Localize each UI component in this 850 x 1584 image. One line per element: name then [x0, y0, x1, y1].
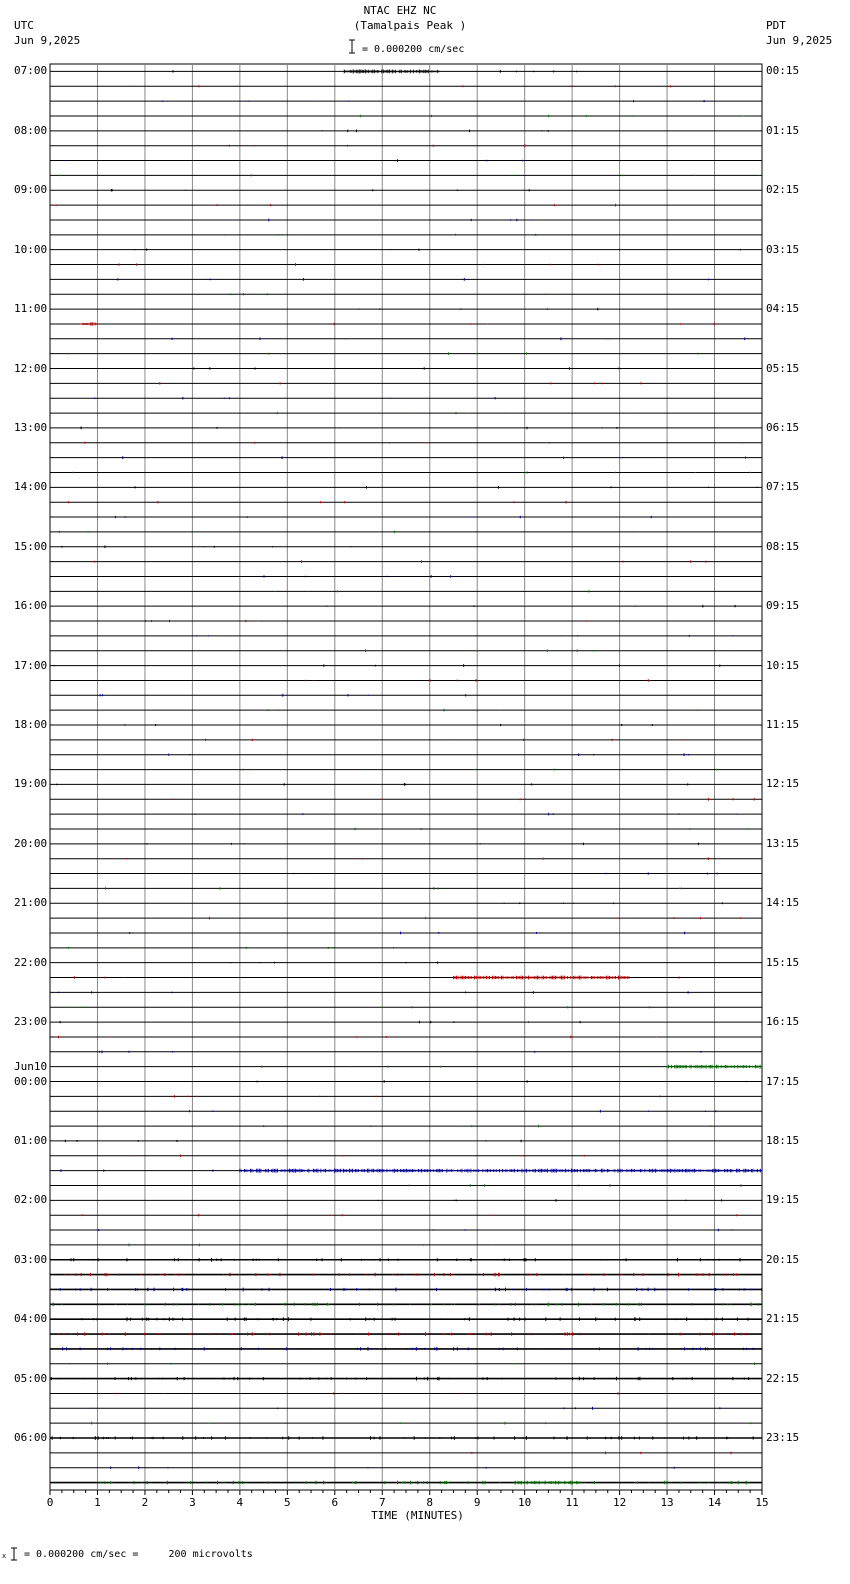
- x-tick-label: 8: [426, 1496, 434, 1509]
- x-axis: [47, 1490, 769, 1509]
- left-hour-label: 15:00: [14, 539, 48, 553]
- x-tick-label: 4: [236, 1496, 244, 1509]
- left-hour-label: 10:00: [14, 242, 48, 256]
- left-hour-label: 05:00: [14, 1371, 48, 1385]
- left-hour-label: 07:00: [14, 64, 48, 78]
- left-date: Jun 9,2025: [14, 34, 81, 47]
- left-hour-label: 01:00: [14, 1133, 48, 1147]
- right-hour-label: 19:15: [766, 1193, 800, 1207]
- left-hour-label: 09:00: [14, 183, 48, 197]
- date-change-label: Jun10: [14, 1060, 48, 1073]
- x-axis-title: TIME (MINUTES): [371, 1509, 464, 1522]
- x-tick-label: 15: [755, 1496, 769, 1509]
- left-hour-label: 02:00: [14, 1193, 48, 1207]
- left-hour-label: 17:00: [14, 658, 48, 672]
- left-hour-label: 06:00: [14, 1431, 48, 1444]
- station-title: NTAC EHZ NC: [363, 4, 437, 17]
- x-tick-label: 1: [94, 1496, 101, 1509]
- x-tick-label: 5: [284, 1496, 291, 1509]
- right-hour-label: 08:15: [766, 539, 800, 553]
- scale-label: = 0.000200 cm/sec: [362, 44, 465, 55]
- trace-lines: [50, 69, 762, 1484]
- x-tick-label: 3: [189, 1496, 196, 1509]
- left-hour-label: 03:00: [14, 1252, 48, 1266]
- left-hour-label: 19:00: [14, 777, 48, 791]
- x-tick-label: 0: [46, 1496, 54, 1509]
- x-tick-label: 2: [141, 1496, 149, 1509]
- x-tick-label: 9: [473, 1496, 481, 1509]
- right-hour-label: 21:15: [766, 1312, 800, 1326]
- right-hour-label: 17:15: [766, 1074, 800, 1088]
- right-hour-label: 12:15: [766, 777, 800, 791]
- left-hour-label: 12:00: [14, 361, 48, 375]
- left-hour-label: 11:00: [14, 302, 48, 316]
- x-tick-label: 11: [565, 1496, 579, 1509]
- right-timezone: PDT: [766, 19, 786, 32]
- right-hour-label: 07:15: [766, 480, 800, 494]
- left-hour-label: 23:00: [14, 1015, 48, 1029]
- right-hour-label: 04:15: [766, 302, 800, 316]
- left-hour-label: 08:00: [14, 123, 48, 137]
- left-hour-label: 21:00: [14, 896, 48, 910]
- x-tick-label: 13: [660, 1496, 674, 1509]
- right-hour-label: 15:15: [766, 955, 800, 969]
- left-hour-label: 04:00: [14, 1312, 48, 1326]
- x-tick-label: 10: [518, 1496, 532, 1509]
- right-hour-label: 22:15: [766, 1371, 800, 1385]
- right-hour-label: 14:15: [766, 896, 800, 910]
- right-date: Jun 9,2025: [766, 34, 833, 47]
- right-hour-label: 20:15: [766, 1252, 800, 1266]
- right-hour-label: 23:15: [766, 1431, 800, 1444]
- right-hour-label: 13:15: [766, 836, 800, 850]
- right-hour-label: 00:15: [766, 64, 800, 78]
- right-hour-label: 09:15: [766, 599, 800, 613]
- left-hour-label: 18:00: [14, 718, 48, 731]
- event-burst: [240, 1169, 762, 1173]
- right-hour-label: 01:15: [766, 123, 800, 137]
- left-timezone: UTC: [14, 19, 34, 32]
- right-hour-label: 05:15: [766, 361, 800, 375]
- site-subtitle: (Tamalpais Peak ): [353, 19, 467, 32]
- x-tick-label: 14: [707, 1496, 722, 1509]
- right-hour-label: 10:15: [766, 658, 800, 672]
- minute-grid: [97, 64, 714, 1490]
- left-hour-label: 22:00: [14, 955, 48, 969]
- x-tick-label: 12: [612, 1496, 627, 1509]
- footer-scale-note: = 0.000200 cm/sec = 200 microvolts: [24, 1549, 253, 1560]
- scale-bar-icon: [349, 40, 355, 53]
- x-tick-label: 6: [331, 1496, 339, 1509]
- left-hour-label: 20:00: [14, 836, 48, 850]
- left-hour-label: 13:00: [14, 420, 48, 434]
- right-hour-label: 02:15: [766, 183, 800, 197]
- right-hour-label: 18:15: [766, 1133, 800, 1147]
- left-hour-label: 16:00: [14, 599, 48, 613]
- footer-note-prefix: x: [2, 1552, 7, 1560]
- plot-frame: [50, 64, 762, 1490]
- right-hour-label: 16:15: [766, 1015, 800, 1029]
- left-hour-label: 00:00: [14, 1074, 48, 1088]
- x-tick-label: 7: [378, 1496, 386, 1509]
- left-hour-label: 14:00: [14, 480, 48, 494]
- footer-scale-bar-icon: [11, 1548, 17, 1560]
- right-hour-label: 11:15: [766, 718, 800, 731]
- right-hour-label: 03:15: [766, 242, 800, 256]
- right-hour-label: 06:15: [766, 420, 800, 434]
